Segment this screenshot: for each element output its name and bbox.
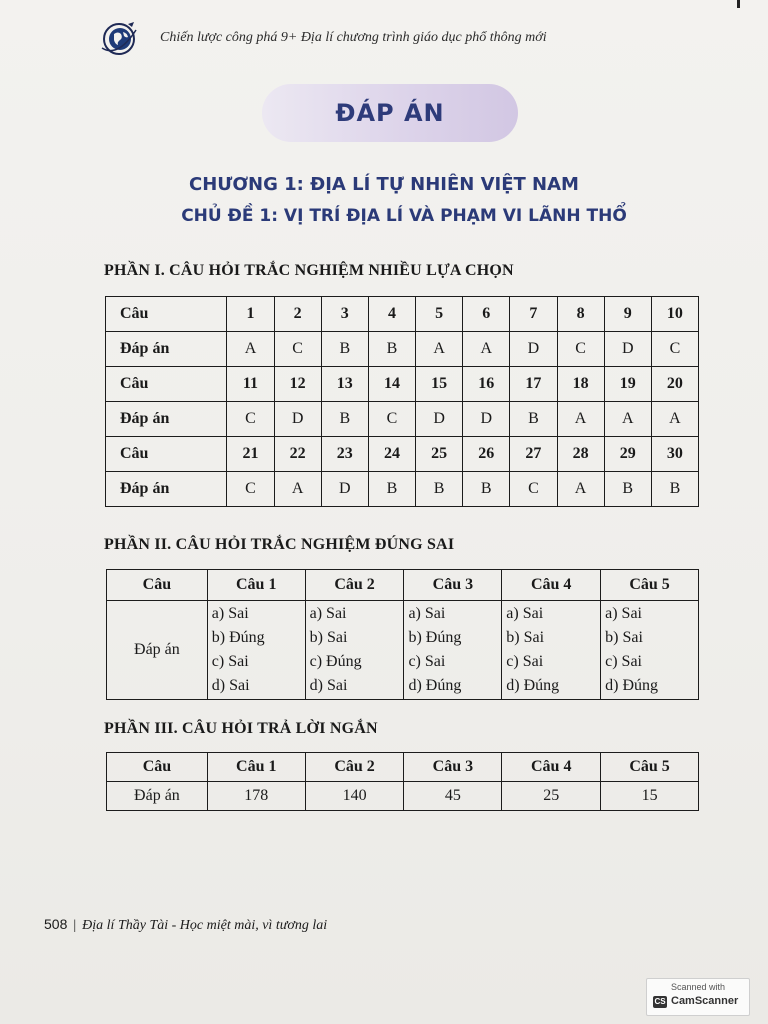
question-label: Câu xyxy=(107,753,208,782)
question-number: 13 xyxy=(321,367,368,402)
question-number: 19 xyxy=(604,367,651,402)
table-header-row xyxy=(107,753,699,782)
table-row xyxy=(106,332,699,367)
answer-value: 15 xyxy=(601,782,699,811)
table-row xyxy=(106,472,699,507)
column-header: Câu 2 xyxy=(305,753,404,782)
statement-answer: a) Sai xyxy=(408,605,446,622)
question-number: 16 xyxy=(463,367,510,402)
answer-value: B xyxy=(651,472,698,507)
statement-answer: b) Sai xyxy=(605,629,643,646)
answer-value: D xyxy=(416,402,463,437)
answer-value: D xyxy=(321,472,368,507)
question-number: 22 xyxy=(274,437,321,472)
statement-answer: d) Sai xyxy=(309,677,348,694)
question-number: 2 xyxy=(274,297,321,332)
question-number: 18 xyxy=(557,367,604,402)
answer-value: A xyxy=(651,402,698,437)
answer-value: 25 xyxy=(502,782,601,811)
question-number: 27 xyxy=(510,437,557,472)
question-number: 6 xyxy=(463,297,510,332)
question-number: 25 xyxy=(416,437,463,472)
answer-value: B xyxy=(510,402,557,437)
answer-value: B xyxy=(368,332,415,367)
camscanner-logo-icon: CS xyxy=(654,997,666,1006)
statement-answer: b) Sai xyxy=(309,629,348,646)
question-number: 8 xyxy=(557,297,604,332)
answer-label: Đáp án xyxy=(106,332,227,367)
answer-value: C xyxy=(368,402,415,437)
answer-value: B xyxy=(321,332,368,367)
part2-table xyxy=(106,569,699,700)
question-number: 23 xyxy=(321,437,368,472)
statement-answer: d) Đúng xyxy=(506,677,560,694)
question-number: 4 xyxy=(368,297,415,332)
answer-value: C xyxy=(510,472,557,507)
answer-value: A xyxy=(557,472,604,507)
column-header: Câu 2 xyxy=(305,570,404,601)
answer-value: A xyxy=(604,402,651,437)
column-header: Câu 4 xyxy=(502,753,601,782)
question-number: 11 xyxy=(227,367,274,402)
answer-label: Đáp án xyxy=(107,782,208,811)
statement-answer: a) Sai xyxy=(506,605,544,622)
answer-value: C xyxy=(557,332,604,367)
part3-table xyxy=(106,752,699,811)
answer-value: D xyxy=(463,402,510,437)
statement-answer: c) Sai xyxy=(408,653,446,670)
answer-value: A xyxy=(463,332,510,367)
answer-value: B xyxy=(416,472,463,507)
answer-label: Đáp án xyxy=(107,601,208,700)
question-label: Câu xyxy=(106,367,227,402)
camscanner-watermark xyxy=(646,978,750,1016)
book-title: Chiến lược công phá 9+ Địa lí chương trình giáo dục phổ thông mới xyxy=(160,30,547,45)
question-number: 29 xyxy=(604,437,651,472)
question-number: 12 xyxy=(274,367,321,402)
question-label: Câu xyxy=(106,297,227,332)
answer-value: B xyxy=(604,472,651,507)
answer-value: A xyxy=(416,332,463,367)
question-number: 5 xyxy=(416,297,463,332)
question-number: 7 xyxy=(510,297,557,332)
question-number: 3 xyxy=(321,297,368,332)
answer-cell xyxy=(404,601,502,700)
statement-answer: d) Sai xyxy=(211,677,250,694)
question-number: 24 xyxy=(368,437,415,472)
question-label: Câu xyxy=(106,437,227,472)
scanner-name: CamScanner xyxy=(671,995,739,1007)
table-row xyxy=(106,437,699,472)
statement-answer: b) Đúng xyxy=(211,629,265,646)
answer-value: 45 xyxy=(404,782,502,811)
footer-separator: | xyxy=(73,918,77,933)
statement-answer: b) Sai xyxy=(506,629,545,646)
globe-plane-logo-icon xyxy=(98,18,140,58)
answer-value: C xyxy=(227,402,274,437)
question-number: 15 xyxy=(416,367,463,402)
page-header xyxy=(98,18,658,58)
table-row xyxy=(106,402,699,437)
question-number: 10 xyxy=(651,297,698,332)
statement-answer: d) Đúng xyxy=(605,677,658,694)
question-number: 17 xyxy=(510,367,557,402)
answer-heading: ĐÁP ÁN xyxy=(335,99,445,127)
statement-answer: d) Đúng xyxy=(408,677,462,694)
column-header: Câu 5 xyxy=(601,570,699,601)
question-number: 20 xyxy=(651,367,698,402)
part2-title: PHẦN II. CÂU HỎI TRẮC NGHIỆM ĐÚNG SAI xyxy=(104,536,455,553)
table-header-row xyxy=(107,570,699,601)
table-row xyxy=(107,782,699,811)
statement-answer: a) Sai xyxy=(211,605,249,622)
column-header: Câu 3 xyxy=(404,753,502,782)
question-number: 30 xyxy=(651,437,698,472)
answer-value: B xyxy=(321,402,368,437)
statement-answer: c) Sai xyxy=(211,653,249,670)
part1-table xyxy=(105,296,699,507)
page-footer xyxy=(44,916,327,934)
answer-banner xyxy=(262,84,518,142)
corner-mark xyxy=(737,0,740,8)
part3-title: PHẦN III. CÂU HỎI TRẢ LỜI NGẮN xyxy=(104,720,378,737)
footer-text: Địa lí Thầy Tài - Học miệt mài, vì tương lai xyxy=(82,918,328,933)
part1-title: PHẦN I. CÂU HỎI TRẮC NGHIỆM NHIỀU LỰA CHỌN xyxy=(104,262,514,279)
table-row xyxy=(106,297,699,332)
statement-answer: a) Sai xyxy=(309,605,347,622)
answer-cell xyxy=(601,601,699,700)
statement-answer: c) Sai xyxy=(605,653,642,670)
column-header: Câu 3 xyxy=(404,570,502,601)
answer-value: D xyxy=(274,402,321,437)
answer-value: C xyxy=(227,472,274,507)
answer-cell xyxy=(305,601,404,700)
table-row xyxy=(107,601,699,700)
answer-value: 178 xyxy=(207,782,305,811)
page-number: 508 xyxy=(44,916,68,932)
answer-value: 140 xyxy=(305,782,404,811)
answer-value: B xyxy=(368,472,415,507)
question-number: 26 xyxy=(463,437,510,472)
answer-label: Đáp án xyxy=(106,472,227,507)
question-number: 28 xyxy=(557,437,604,472)
question-label: Câu xyxy=(107,570,208,601)
question-number: 1 xyxy=(227,297,274,332)
topic-title: CHỦ ĐỀ 1: VỊ TRÍ ĐỊA LÍ VÀ PHẠM VI LÃNH THỔ xyxy=(181,206,627,226)
question-number: 14 xyxy=(368,367,415,402)
answer-label: Đáp án xyxy=(106,402,227,437)
statement-answer: b) Đúng xyxy=(408,629,462,646)
answer-value: D xyxy=(604,332,651,367)
answer-cell xyxy=(502,601,601,700)
table-row xyxy=(106,367,699,402)
answer-cell xyxy=(207,601,305,700)
column-header: Câu 5 xyxy=(601,753,699,782)
answer-value: D xyxy=(510,332,557,367)
answer-value: A xyxy=(274,472,321,507)
answer-value: A xyxy=(557,402,604,437)
statement-answer: c) Đúng xyxy=(309,653,362,670)
scanner-caption: Scanned with xyxy=(670,982,726,992)
answer-value: A xyxy=(227,332,274,367)
chapter-title: CHƯƠNG 1: ĐỊA LÍ TỰ NHIÊN VIỆT NAM xyxy=(189,174,579,195)
answer-value: C xyxy=(274,332,321,367)
question-number: 9 xyxy=(604,297,651,332)
answer-value: C xyxy=(651,332,698,367)
column-header: Câu 4 xyxy=(502,570,601,601)
question-number: 21 xyxy=(227,437,274,472)
column-header: Câu 1 xyxy=(207,753,305,782)
statement-answer: a) Sai xyxy=(605,605,642,622)
column-header: Câu 1 xyxy=(207,570,305,601)
statement-answer: c) Sai xyxy=(506,653,544,670)
answer-value: B xyxy=(463,472,510,507)
